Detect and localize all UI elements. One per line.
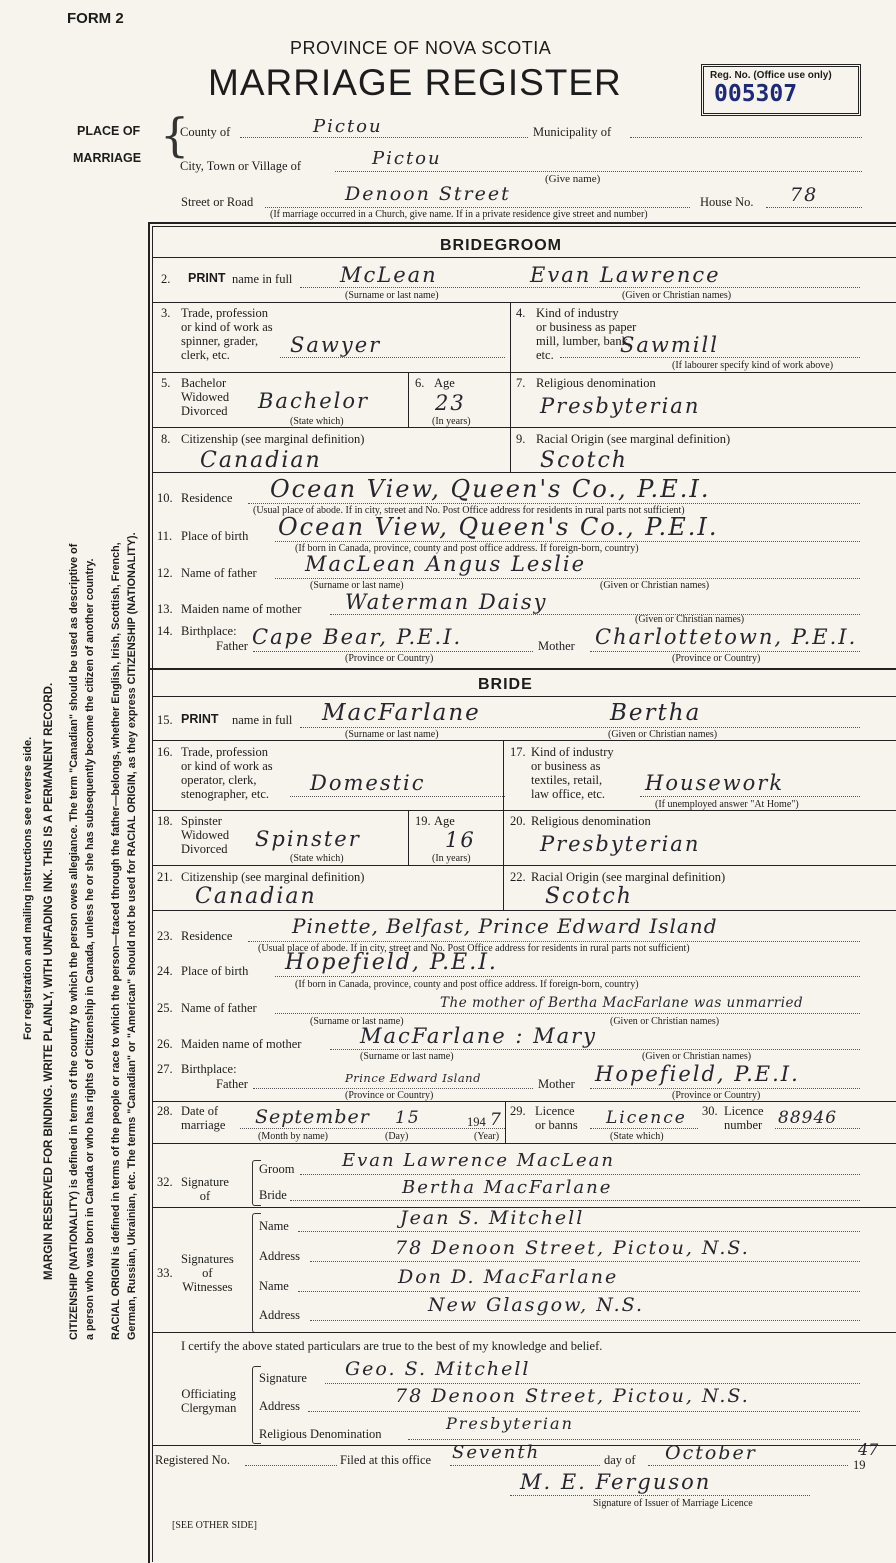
groom-citizenship-value: Canadian: [200, 448, 322, 473]
clergy-signature-label: Signature: [259, 1371, 307, 1385]
bride-surname-caption: (Surname or last name): [345, 729, 439, 740]
groom-signature-label: Groom: [259, 1162, 295, 1176]
groom-item-number: 6.: [415, 376, 425, 390]
groom-birth-label: Place of birth: [181, 529, 249, 543]
groom-item-number: 7.: [516, 376, 526, 390]
groom-status-caption: (State which): [290, 416, 344, 427]
bride-racial-label: Racial Origin (see marginal definition): [531, 870, 726, 884]
bride-item-number: 27.: [157, 1062, 173, 1076]
groom-surname-caption: (Surname or last name): [345, 290, 439, 301]
signature-of-label: Signature of: [181, 1175, 229, 1203]
page-title: MARRIAGE REGISTER: [208, 62, 622, 103]
bride-given-names: Bertha: [610, 700, 702, 726]
groom-birthplace-father-label: Father: [216, 639, 248, 653]
clergy-denomination-label: Religious Denomination: [259, 1427, 382, 1441]
witness1-address-label: Address: [259, 1249, 300, 1263]
bride-birth-caption: (If born in Canada, province, county and post office address. If foreign-born, country): [295, 979, 639, 990]
groom-residence-label: Residence: [181, 491, 233, 505]
marriage-item-number: 28.: [157, 1104, 173, 1118]
reg-no-value: 005307: [714, 81, 798, 107]
groom-father-birthplace-caption: (Province or Country): [345, 653, 434, 664]
bride-industry-value: Housework: [645, 771, 785, 795]
bride-item-number: 21.: [157, 870, 173, 884]
witness2-address-label: Address: [259, 1308, 300, 1322]
give-name-caption: (Give name): [545, 173, 601, 185]
county-label: County of: [180, 125, 231, 139]
groom-birthplace-mother-label: Mother: [538, 639, 575, 653]
place-label-1: PLACE OF: [77, 124, 141, 138]
city-label: City, Town or Village of: [180, 159, 302, 173]
groom-industry-value: Sawmill: [620, 333, 719, 357]
bride-item-number: 20.: [510, 814, 526, 828]
groom-birthplace-label: Birthplace:: [181, 624, 237, 638]
city-value: Pictou: [372, 148, 442, 169]
filed-day: Seventh: [452, 1442, 541, 1463]
marriage-year-prefix: 194: [467, 1115, 486, 1129]
issuer-signature: M. E. Ferguson: [520, 1470, 712, 1494]
marriage-day: 15: [395, 1108, 421, 1128]
bride-racial-value: Scotch: [545, 884, 633, 909]
groom-father-surname-caption: (Surname or last name): [310, 580, 404, 591]
licence-number-label: Licence number: [724, 1104, 764, 1132]
bride-heading: BRIDE: [478, 676, 533, 693]
groom-age-caption: (In years): [432, 416, 471, 427]
groom-father-given-caption: (Given or Christian names): [600, 580, 710, 591]
brace-glyph: {: [160, 108, 190, 162]
witness1-address: 78 Denoon Street, Pictou, N.S.: [395, 1237, 750, 1259]
groom-industry-caption: (If labourer specify kind of work above): [672, 360, 834, 371]
bride-birthplace-label: Birthplace:: [181, 1062, 237, 1076]
bride-mother-value: MacFarlane : Mary: [360, 1024, 598, 1048]
bride-religion-label: Religious denomination: [531, 814, 651, 828]
licence-caption: (State which): [610, 1131, 664, 1142]
bride-item-number: 25.: [157, 1001, 173, 1015]
clergy-address-label: Address: [259, 1399, 300, 1413]
marriage-month: September: [255, 1106, 370, 1128]
groom-religion-label: Religious denomination: [536, 376, 656, 390]
groom-item-number: 9.: [516, 432, 526, 446]
bride-item-number: 16.: [157, 745, 173, 759]
bride-industry-label: Kind of industry or business as textiles, retail, law office, etc.: [531, 745, 614, 801]
groom-industry-label: Kind of industry or business as paper mill, lumber, bank, etc.: [536, 306, 637, 362]
bride-trade-label: Trade, profession or kind of work as operator, clerk, stenographer, etc.: [181, 745, 273, 801]
groom-mother-value: Waterman Daisy: [345, 590, 548, 614]
witness-label: Signatures of Witnesses: [181, 1252, 234, 1294]
clergy-address: 78 Denoon Street, Pictou, N.S.: [395, 1385, 750, 1407]
groom-status-value: Bachelor: [258, 389, 370, 413]
groom-heading: BRIDEGROOM: [440, 237, 562, 254]
marriage-year-caption: (Year): [474, 1131, 500, 1142]
bride-trade-value: Domestic: [310, 771, 426, 795]
groom-item-number: 4.: [516, 306, 526, 320]
groom-name-label: name in full: [232, 272, 293, 286]
groom-item-number: 5.: [161, 376, 171, 390]
bride-father-given-caption: (Given or Christian names): [610, 1016, 720, 1027]
marriage-item-number: 30.: [702, 1104, 718, 1118]
groom-residence-value: Ocean View, Queen's Co., P.E.I.: [270, 475, 711, 503]
groom-given-names: Evan Lawrence: [530, 263, 721, 287]
street-caption: (If marriage occurred in a Church, give name. If in a private residence give street and number): [270, 209, 648, 220]
marriage-item-number: 29.: [510, 1104, 526, 1118]
groom-item-number: 10.: [157, 491, 173, 505]
clergy-denomination: Presbyterian: [446, 1414, 574, 1433]
bride-status-caption: (State which): [290, 853, 344, 864]
groom-item-number: 13.: [157, 602, 173, 616]
issuer-caption: Signature of Issuer of Marriage Licence: [593, 1498, 753, 1509]
groom-racial-value: Scotch: [540, 448, 628, 473]
bride-father-value: The mother of Bertha MacFarlane was unmarried: [440, 995, 804, 1011]
street-label: Street or Road: [181, 195, 254, 209]
bride-mother-birthplace: Hopefield, P.E.I.: [595, 1062, 800, 1086]
bride-print-label: PRINT: [181, 712, 219, 726]
filed-year: 47: [858, 1440, 879, 1459]
groom-mother-birthplace: Charlottetown, P.E.I.: [595, 625, 858, 649]
bride-signature-label: Bride: [259, 1188, 287, 1202]
bride-status-value: Spinster: [255, 827, 361, 851]
bride-residence-label: Residence: [181, 929, 233, 943]
groom-surname: McLean: [340, 263, 438, 287]
groom-item-number: 12.: [157, 566, 173, 580]
bride-residence-value: Pinette, Belfast, Prince Edward Island: [292, 914, 718, 938]
county-value: Pictou: [313, 116, 383, 137]
bride-birth-label: Place of birth: [181, 964, 249, 978]
clergy-signature: Geo. S. Mitchell: [345, 1358, 531, 1380]
bride-item-number: 22.: [510, 870, 526, 884]
filed-label: Filed at this office: [340, 1453, 432, 1467]
street-value: Denoon Street: [345, 183, 511, 205]
bride-mother-given-caption: (Given or Christian names): [642, 1051, 752, 1062]
bride-father-surname-caption: (Surname or last name): [310, 1016, 404, 1027]
witness1-name: Jean S. Mitchell: [400, 1207, 585, 1229]
bride-age-caption: (In years): [432, 853, 471, 864]
bride-item-number: 18.: [157, 814, 173, 828]
groom-age-value: 23: [435, 391, 466, 415]
bride-signature: Bertha MacFarlane: [402, 1177, 613, 1198]
groom-mother-birthplace-caption: (Province or Country): [672, 653, 761, 664]
margin-text-1: For registration and mailing instructions see reverse side.: [22, 736, 34, 1040]
bride-birthplace-father-label: Father: [216, 1077, 248, 1091]
bride-surname: MacFarlane: [322, 700, 481, 726]
house-no-label: House No.: [700, 195, 754, 209]
groom-age-label: Age: [434, 376, 455, 390]
filed-month: October: [665, 1442, 757, 1464]
bride-item-number: 24.: [157, 964, 173, 978]
groom-print-label: PRINT: [188, 271, 226, 285]
groom-father-label: Name of father: [181, 566, 257, 580]
marriage-day-caption: (Day): [385, 1131, 409, 1142]
groom-item-number: 8.: [161, 432, 171, 446]
reg-no-box: [701, 64, 861, 116]
filed-year-prefix: 19: [853, 1458, 866, 1472]
margin-text-2: MARGIN RESERVED FOR BINDING. WRITE PLAINLY, WITH UNFADING INK. THIS IS A PERMANENT RECORD.: [43, 682, 55, 1280]
groom-father-value: MacLean Angus Leslie: [305, 552, 586, 576]
bride-mother-birthplace-caption: (Province or Country): [672, 1090, 761, 1101]
form-number: FORM 2: [67, 10, 124, 27]
groom-status-label: Bachelor Widowed Divorced: [181, 376, 230, 418]
witness2-address: New Glasgow, N.S.: [428, 1294, 645, 1316]
bride-birth-value: Hopefield, P.E.I.: [285, 950, 498, 975]
bride-age-label: Age: [434, 814, 455, 828]
witness1-name-label: Name: [259, 1219, 289, 1233]
groom-mother-label: Maiden name of mother: [181, 602, 302, 616]
registered-no-label: Registered No.: [155, 1453, 230, 1467]
house-no-value: 78: [790, 184, 819, 206]
groom-item-number: 14.: [157, 624, 173, 638]
bride-status-label: Spinster Widowed Divorced: [181, 814, 230, 856]
groom-trade-value: Sawyer: [290, 333, 382, 357]
groom-mother-given-caption: (Given or Christian names): [635, 614, 745, 625]
witness-item-number: 33.: [157, 1266, 173, 1280]
bride-item-number: 23.: [157, 929, 173, 943]
margin-text-3: CITIZENSHIP (NATIONALITY) is defined in terms of the country to which the person owes allegiance. The term "Canadian" should be used as descriptive of: [68, 543, 80, 1340]
bride-father-birthplace-caption: (Province or Country): [345, 1090, 434, 1101]
certify-statement: I certify the above stated particulars are true to the best of my knowledge and belief.: [181, 1339, 603, 1353]
margin-text-6: German, Russian, Ukrainian, etc. The terms "Canadian" or "American" should not be used for RACIAL ORIGIN, as they express CITIZENSHIP (NATIONALITY).: [126, 532, 138, 1340]
groom-given-caption: (Given or Christian names): [622, 290, 732, 301]
marriage-month-caption: (Month by name): [258, 1131, 328, 1142]
signatures-item-number: 32.: [157, 1175, 173, 1189]
bride-father-birthplace: Prince Edward Island: [345, 1071, 481, 1085]
licence-type: Licence: [606, 1108, 687, 1128]
bride-father-label: Name of father: [181, 1001, 257, 1015]
bride-birthplace-mother-label: Mother: [538, 1077, 575, 1091]
bride-item-number: 17.: [510, 745, 526, 759]
province-heading: PROVINCE OF NOVA SCOTIA: [290, 38, 552, 58]
bride-citizenship-value: Canadian: [195, 884, 317, 909]
reg-no-label: Reg. No. (Office use only): [710, 70, 832, 81]
licence-number: 88946: [778, 1108, 838, 1128]
bride-name-label: name in full: [232, 713, 293, 727]
bride-industry-caption: (If unemployed answer "At Home"): [655, 799, 799, 810]
municipality-label: Municipality of: [533, 125, 612, 139]
bride-age-value: 16: [445, 828, 476, 852]
marriage-year: 7: [490, 1110, 503, 1130]
bride-residence-caption: (Usual place of abode. If in city, street and No. Post Office address for residents in rural parts not sufficient): [258, 943, 690, 954]
place-label-2: MARRIAGE: [73, 151, 142, 165]
bride-given-caption: (Given or Christian names): [608, 729, 718, 740]
groom-racial-label: Racial Origin (see marginal definition): [536, 432, 731, 446]
groom-item-number: 11.: [157, 529, 173, 543]
groom-birth-caption: (If born in Canada, province, county and post office address. If foreign-born, country): [295, 543, 639, 554]
groom-signature: Evan Lawrence MacLean: [342, 1150, 615, 1171]
bride-item-number: 15.: [157, 713, 173, 727]
day-of-label: day of: [604, 1453, 636, 1467]
groom-father-birthplace: Cape Bear, P.E.I.: [252, 625, 463, 649]
bride-citizenship-label: Citizenship (see marginal definition): [181, 870, 365, 884]
licence-label: Licence or banns: [535, 1104, 578, 1132]
bride-religion-value: Presbyterian: [540, 832, 701, 856]
see-other-side: [SEE OTHER SIDE]: [172, 1520, 257, 1531]
marriage-date-label: Date of marriage: [181, 1104, 226, 1132]
witness2-name-label: Name: [259, 1279, 289, 1293]
groom-residence-caption: (Usual place of abode. If in city, street and No. Post Office address for residents in rural parts not sufficient): [253, 505, 685, 516]
bride-mother-surname-caption: (Surname or last name): [360, 1051, 454, 1062]
groom-religion-value: Presbyterian: [540, 394, 701, 418]
margin-text-5: RACIAL ORIGIN is defined in terms of the people or race to which the person—traced through the father—belongs, whether English, Irish, Scottish, French,: [110, 542, 122, 1340]
groom-trade-label: Trade, profession or kind of work as spinner, grader, clerk, etc.: [181, 306, 273, 362]
bride-item-number: 26.: [157, 1037, 173, 1051]
groom-item-number: 3.: [161, 306, 171, 320]
witness2-name: Don D. MacFarlane: [398, 1266, 619, 1288]
groom-citizenship-label: Citizenship (see marginal definition): [181, 432, 365, 446]
groom-item-number: 2.: [161, 272, 171, 286]
bride-item-number: 19.: [415, 814, 431, 828]
bride-mother-label: Maiden name of mother: [181, 1037, 302, 1051]
clergy-label: Officiating Clergyman: [181, 1387, 237, 1415]
groom-birth-value: Ocean View, Queen's Co., P.E.I.: [278, 513, 719, 541]
margin-text-4: a person who was born in Canada or who has rights of Citizenship in Canada, unless he or she has subsequently become the citizen of another country.: [84, 558, 96, 1340]
